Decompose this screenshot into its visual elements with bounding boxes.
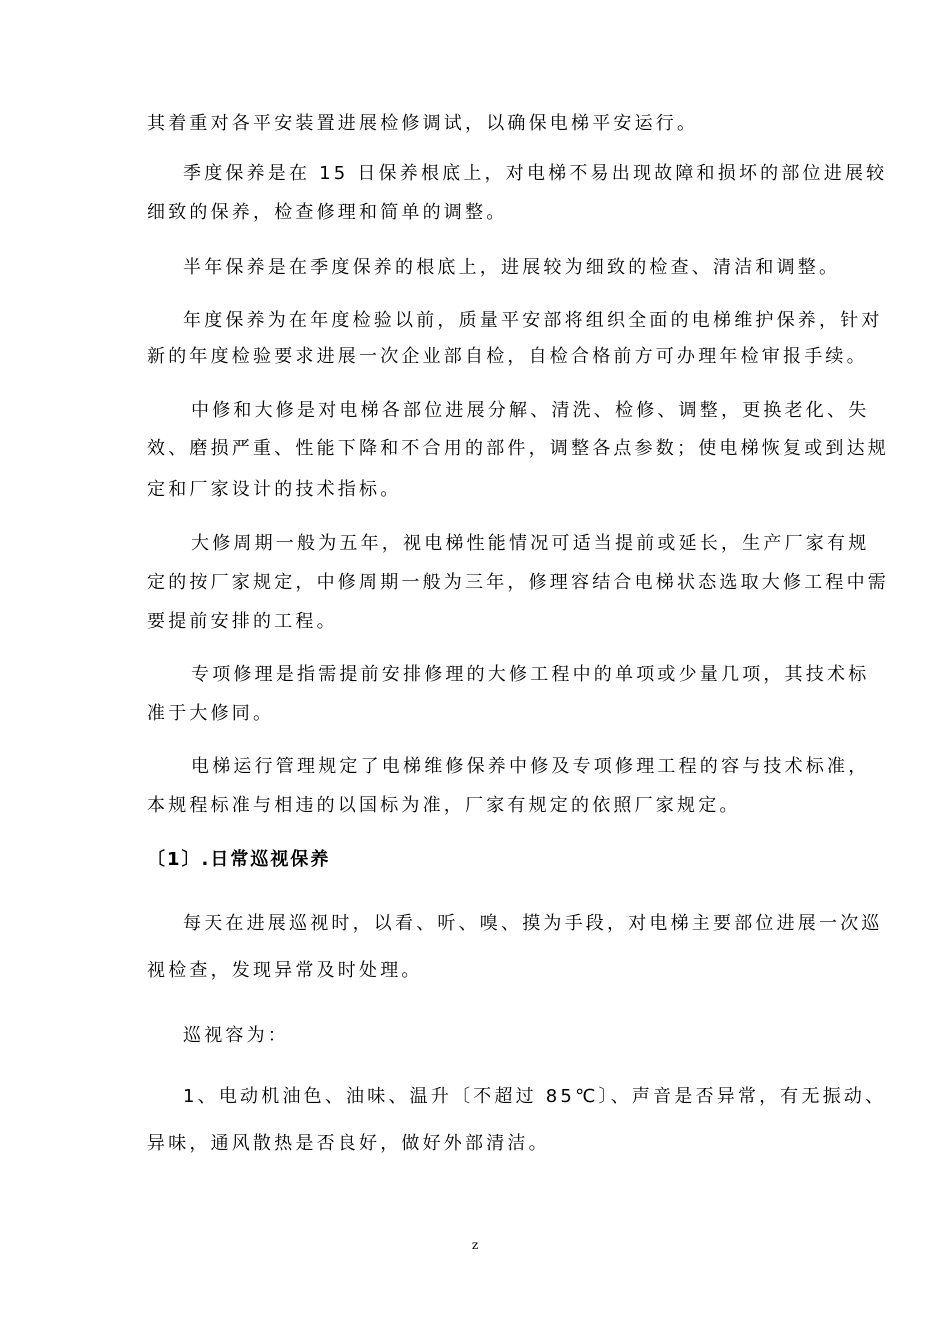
paragraph-line: 中修和大修是对电梯各部位进展分解、清洗、检修、调整，更换老化、失	[191, 400, 870, 421]
paragraph-line: 电梯运行管理规定了电梯维修保养中修及专项修理工程的容与技术标准，	[191, 756, 870, 777]
page-footer: z	[471, 1238, 479, 1252]
text-line: 其着重对各平安装置进展检修调试，以确保电梯平安运行。	[147, 113, 699, 134]
section-heading: 〔1〕.日常巡视保养	[147, 849, 331, 870]
paragraph-line: 专项修理是指需提前安排修理的大修工程中的单项或少量几项，其技术标	[191, 664, 870, 685]
text-line: 要提前安排的工程。	[147, 611, 338, 632]
paragraph-line: 半年保养是在季度保养的根底上，进展较为细致的检查、清洁和调整。	[183, 257, 841, 278]
paragraph-line: 1、电动机油色、油味、温升〔不超过 85℃〕、声音是否异常，有无振动、	[183, 1086, 887, 1107]
text-line: 效、磨损严重、性能下降和不合用的部件，调整各点参数；使电梯恢复或到达规	[147, 438, 889, 459]
paragraph-line: 年度保养为在年度检验以前，质量平安部将组织全面的电梯维护保养，针对	[183, 310, 883, 331]
paragraph-line: 每天在进展巡视时，以看、听、嗅、摸为手段，对电梯主要部位进展一次巡	[183, 913, 883, 934]
paragraph-line: 巡视容为：	[183, 1025, 289, 1046]
text-line: 新的年度检验要求进展一次企业部自检，自检合格前方可办理年检审报手续。	[147, 346, 868, 367]
text-line: 视检查，发现异常及时处理。	[147, 960, 423, 981]
text-line: 准于大修同。	[147, 703, 275, 724]
text-line: 本规程标准与相违的以国标为准，厂家有规定的依照厂家规定。	[147, 795, 741, 816]
text-line: 定和厂家设计的技术指标。	[147, 479, 402, 500]
paragraph-line: 大修周期一般为五年，视电梯性能情况可适当提前或延长，生产厂家有规	[191, 533, 870, 554]
text-line: 定的按厂家规定，中修周期一般为三年，修理容结合电梯状态选取大修工程中需	[147, 572, 889, 593]
text-line: 细致的保养，检查修理和简单的调整。	[147, 202, 508, 223]
text-line: 异味，通风散热是否良好，做好外部清洁。	[147, 1133, 550, 1154]
paragraph-line: 季度保养是在 15 日保养根底上，对电梯不易出现故障和损坏的部位进展较	[183, 163, 888, 184]
